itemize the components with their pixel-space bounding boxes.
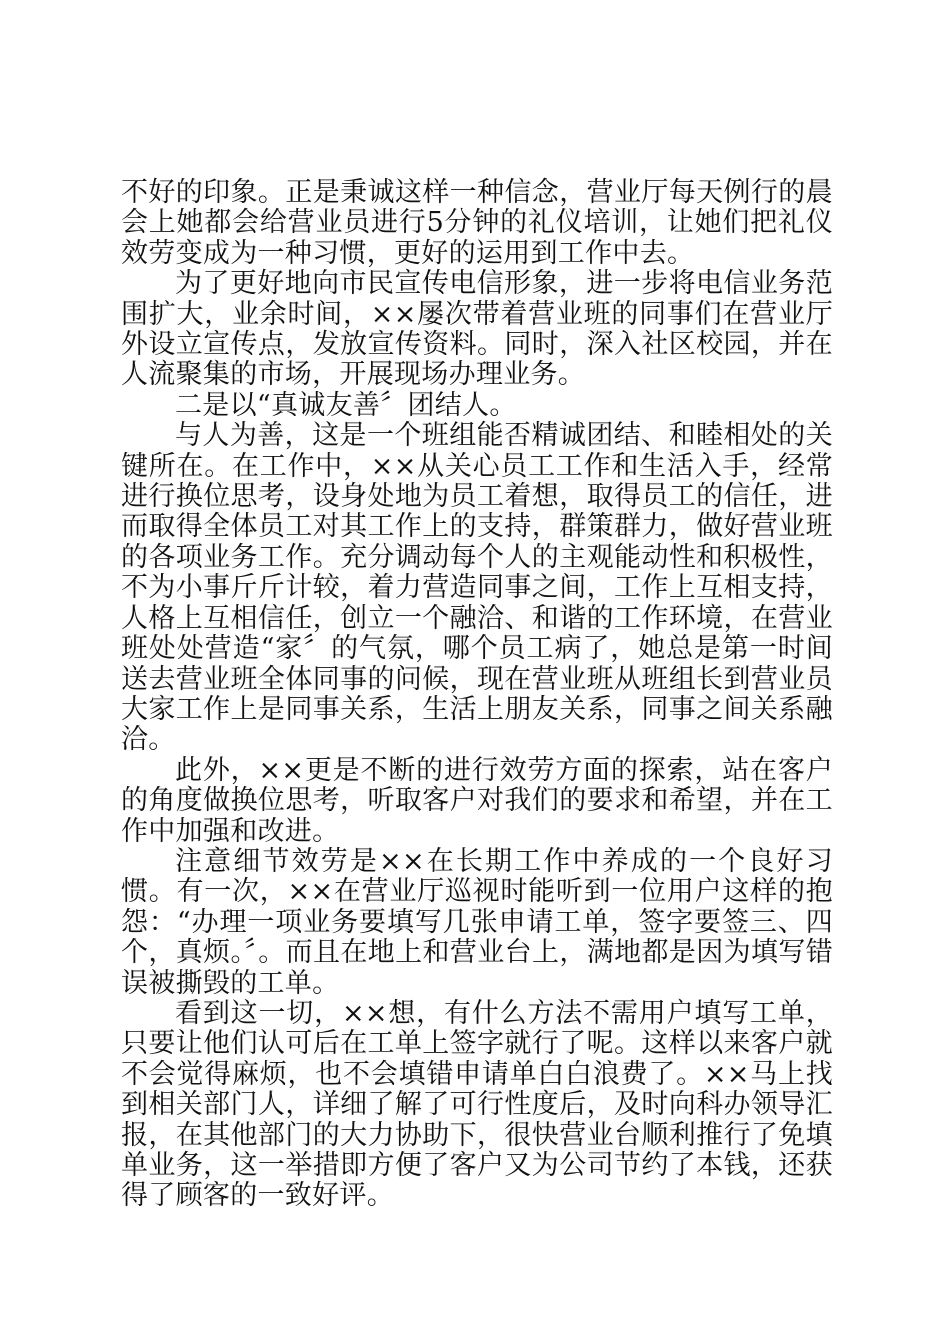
paragraph-6: 注意细节效劳是××在长期工作中养成的一个良好习惯。有一次，××在营业厅巡视时能听到一位用户这样的抱怨：“办理一项业务要填写几张申请工单，签字要签三、四个，真烦。〞。而且在地上和营业台上，满地都是因为填写错误被撕毁的工单。 bbox=[121, 845, 833, 999]
paragraph-5: 此外，××更是不断的进行效劳方面的探索，站在客户的角度做换位思考，听取客户对我们的要求和希望，并在工作中加强和改进。 bbox=[121, 754, 833, 847]
paragraph-1: 不好的印象。正是秉诚这样一种信念，营业厅每天例行的晨会上她都会给营业员进行5分钟的礼仪培训，让她们把礼仪效劳变成为一种习惯，更好的运用到工作中去。 bbox=[121, 177, 833, 269]
paragraph-2: 为了更好地向市民宣传电信形象，进一步将电信业务范围扩大，业余时间，××屡次带着营业班的同事们在营业厅外设立宣传点，发放宣传资料。同时，深入社区校园，并在人流聚集的市场，开展现场办理业务。 bbox=[121, 268, 833, 391]
document-body bbox=[121, 178, 833, 1212]
paragraph-4: 与人为善，这是一个班组能否精诚团结、和睦相处的关键所在。在工作中，××从关心员工工作和生活入手，经常进行换位思考，设身处地为员工着想，取得员工的信任，进而取得全体员工对其工作上的支持，群策群力，做好营业班的各项业务工作。充分调动每个人的主观能动性和积极性，不为小事斤斤计较，着力营造同事之间，工作上互相支持，人格上互相信任，创立一个融洽、和谐的工作环境，在营业班处处营造“家〞的气氛，哪个员工病了，她总是第一时间送去营业班全体同事的问候，现在营业班从班组长到营业员大家工作上是同事关系，生活上朋友关系，同事之间关系融洽。 bbox=[121, 420, 833, 756]
paragraph-3: 二是以“真诚友善〞团结人。 bbox=[175, 389, 517, 421]
paragraph-7: 看到这一切，××想，有什么方法不需用户填写工单，只要让他们认可后在工单上签字就行了呢。这样以来客户就不会觉得麻烦，也不会填错申请单白白浪费了。××马上找到相关部门人，详细了解了可行性度后，及时向科办领导汇报，在其他部门的大力协助下，很快营业台顺利推行了免填单业务，这一举措即方便了客户又为公司节约了本钱，还获得了顾客的一致好评。 bbox=[121, 997, 833, 1212]
